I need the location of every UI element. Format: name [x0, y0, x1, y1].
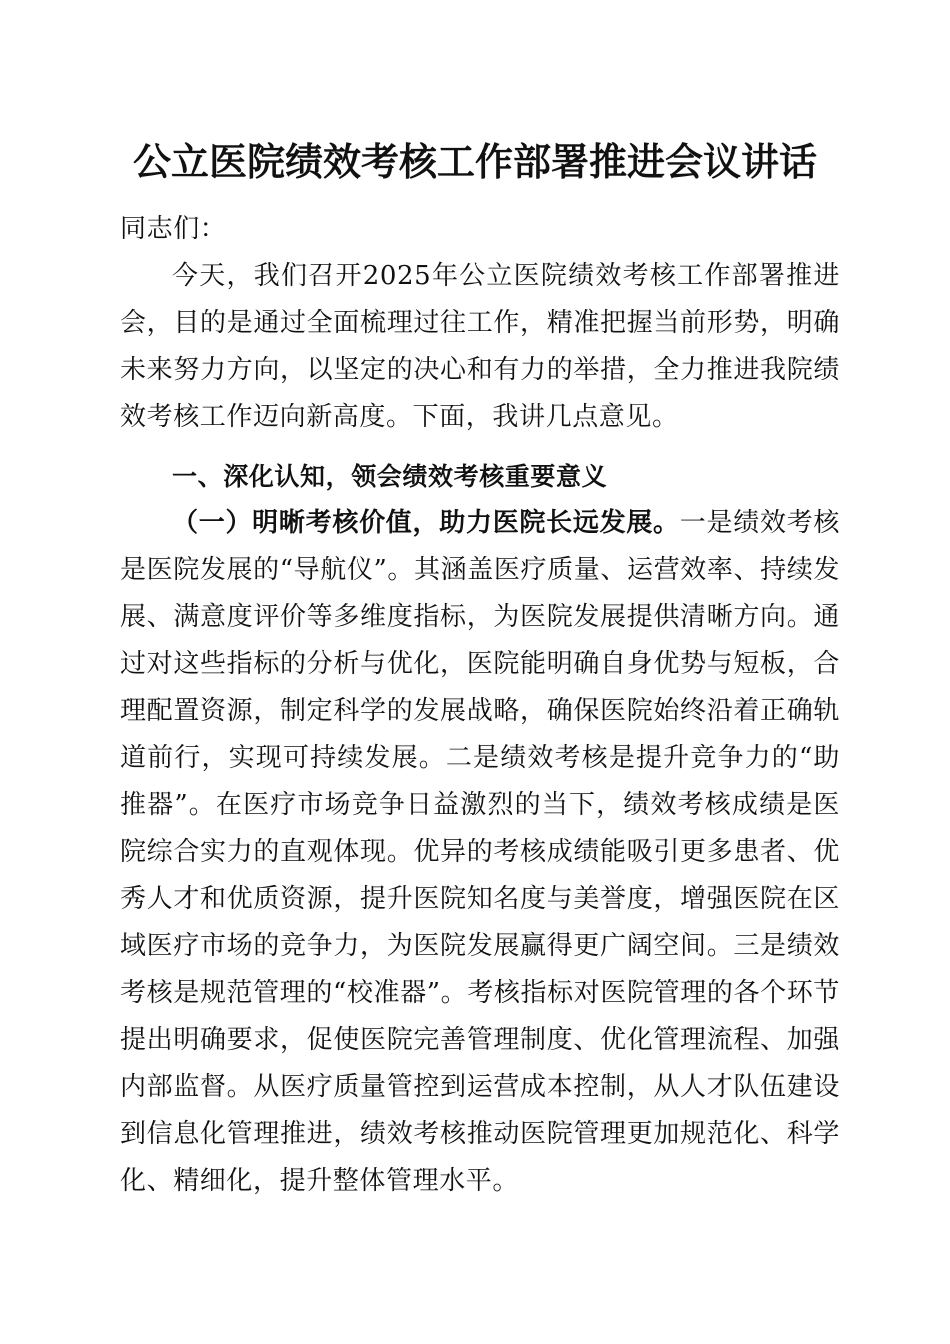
subsection-lead: （一）明晰考核价值，助力医院长远发展。	[172, 508, 680, 538]
subsection-paragraph	[120, 500, 840, 1205]
intro-paragraph: 今天，我们召开2025年公立医院绩效考核工作部署推进会，目的是通过全面梳理过往工作，精准把握当前形势，明确未来努力方向，以坚定的决心和有力的举措，全力推进我院绩效考核工作迈向新高度。下面，我讲几点意见。	[120, 261, 840, 432]
document-title: 公立医院绩效考核工作部署推进会议讲话	[132, 139, 817, 184]
section-heading: 一、深化认知，领会绩效考核重要意义	[172, 462, 608, 491]
subsection-body: 一是绩效考核是医院发展的“导航仪”。其涵盖医疗质量、运营效率、持续发展、满意度评价等多维度指标，为医院发展提供清晰方向。通过对这些指标的分析与优化，医院能明确自身优势与短板，合理配置资源，制定科学的发展战略，确保医院始终沿着正确轨道前行，实现可持续发展。二是绩效考核是提升竞争力的“助推器”。在医疗市场竞争日益激烈的当下，绩效考核成绩是医院综合实力的直观体现。优异的考核成绩能吸引更多患者、优秀人才和优质资源，提升医院知名度与美誉度，增强医院在区域医疗市场的竞争力，为医院发展赢得更广阔空间。三是绩效考核是规范管理的“校准器”。考核指标对医院管理的各个环节提出明确要求，促使医院完善管理制度、优化管理流程、加强内部监督。从医疗质量管控到运营成本控制，从人才队伍建设到信息化管理推进，绩效考核推动医院管理更加规范化、科学化、精细化，提升整体管理水平。	[120, 508, 840, 1196]
salutation: 同志们：	[120, 214, 227, 244]
